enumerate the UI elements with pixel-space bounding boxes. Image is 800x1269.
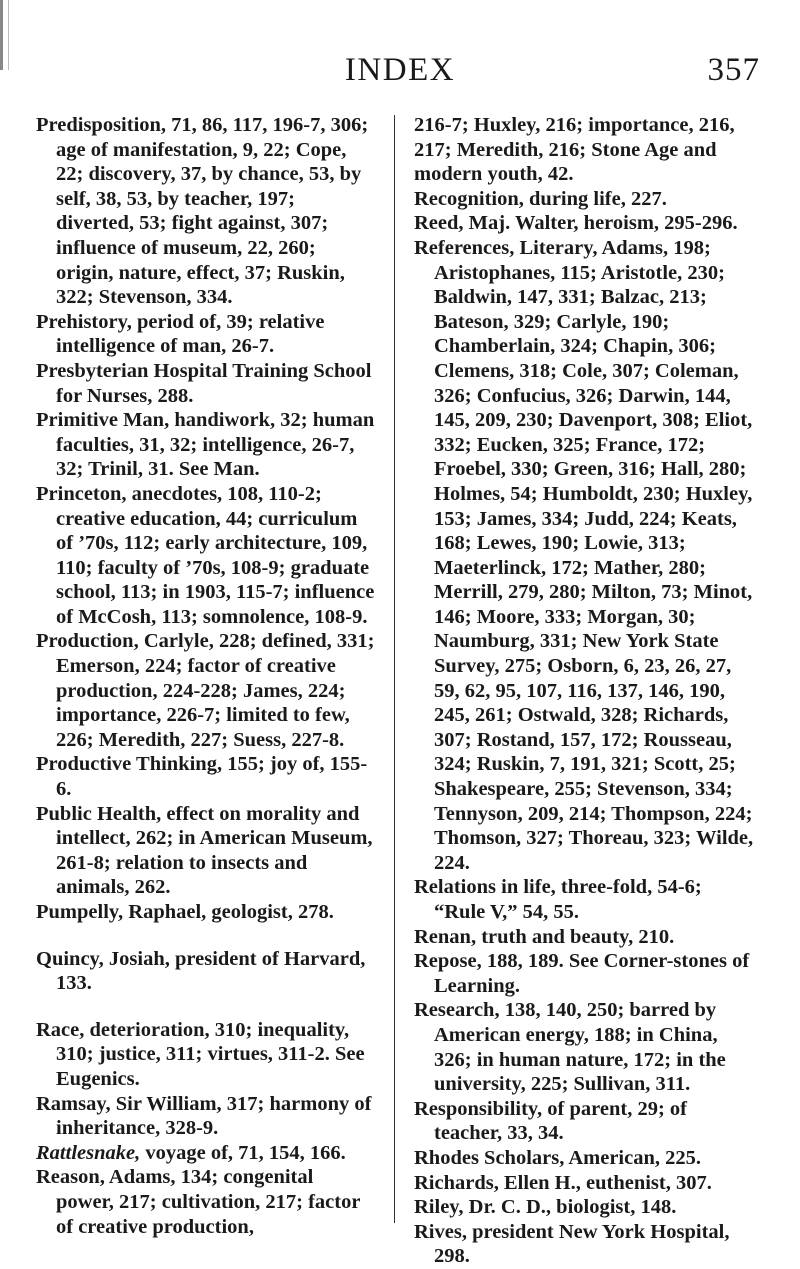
index-entry-text: Productive Thinking, 155; joy of, 155-6. bbox=[36, 753, 368, 801]
index-entry bbox=[36, 752, 376, 801]
index-entry-text: Renan, truth and beauty, 210. bbox=[414, 925, 675, 948]
index-entry bbox=[414, 925, 754, 950]
index-entry bbox=[36, 482, 376, 630]
index-entry bbox=[414, 998, 754, 1096]
index-entry-text: Responsibility, of parent, 29; of teacher, 33, 34. bbox=[414, 1097, 687, 1145]
index-entry-text: Predisposition, 71, 86, 117, 196-7, 306; age of manifestation, 9, 22; Cope, 22; discovery, 37, by chance, 53, by self, 38, 53, by teacher, 197; diverted, 53; fight against, 307; influence of museum, 22, 260; origin, nature, effect, 37; Ruskin, 322; Stevenson, 334. bbox=[36, 114, 369, 309]
index-entry bbox=[414, 1195, 754, 1220]
index-entry-text: Research, 138, 140, 250; barred by American energy, 188; in China, 326; in human nature, 172; in the university, 225; Sullivan, 311. bbox=[414, 999, 726, 1096]
page-header bbox=[40, 52, 760, 102]
index-entry-text: Reason, Adams, 134; congenital power, 217; cultivation, 217; factor of creative production, bbox=[36, 1166, 361, 1238]
index-entry-text: Race, deterioration, 310; inequality, 310; justice, 311; virtues, 311-2. See Eugenics. bbox=[36, 1018, 365, 1090]
index-entry bbox=[414, 875, 754, 924]
index-entry-text: Riley, Dr. C. D., biologist, 148. bbox=[414, 1196, 677, 1219]
section-gap bbox=[36, 925, 376, 947]
index-entry-text: Ramsay, Sir William, 317; harmony of inheritance, 328-9. bbox=[36, 1092, 372, 1140]
index-entry bbox=[36, 1092, 376, 1141]
index-entry-text: Presbyterian Hospital Training School for Nurses, 288. bbox=[36, 359, 372, 407]
index-entry bbox=[414, 949, 754, 998]
index-entry-text: Production, Carlyle, 228; defined, 331; Emerson, 224; factor of creative production, 224-228; James, 224; importance, 226-7; limited to few, 226; Meredith, 227; Suess, 227-8. bbox=[36, 630, 375, 751]
index-entry-text: Quincy, Josiah, president of Harvard, 133. bbox=[36, 947, 366, 995]
index-entry bbox=[36, 1141, 376, 1166]
page-edge bbox=[0, 0, 10, 70]
left-column bbox=[36, 113, 376, 1239]
index-entry bbox=[36, 1165, 376, 1239]
index-entry bbox=[36, 359, 376, 408]
index-entry bbox=[414, 236, 754, 875]
page-title: INDEX bbox=[344, 52, 456, 88]
index-entry bbox=[414, 187, 754, 212]
index-entry bbox=[36, 113, 376, 310]
index-entry-text: Public Health, effect on morality and intellect, 262; in American Museum, 261-8; relation to insects and animals, 262. bbox=[36, 802, 373, 899]
index-entry bbox=[36, 310, 376, 359]
index-entry bbox=[36, 408, 376, 482]
index-entry-text: Richards, Ellen H., euthenist, 307. bbox=[414, 1171, 712, 1194]
page-number: 357 bbox=[707, 52, 760, 88]
index-entry bbox=[414, 211, 754, 236]
index-entry-text: Repose, 188, 189. See Corner-stones of Learning. bbox=[414, 950, 750, 997]
index-entry bbox=[36, 1018, 376, 1092]
index-entry-text: Rhodes Scholars, American, 225. bbox=[414, 1146, 701, 1169]
index-entry bbox=[414, 1220, 754, 1269]
index-entry bbox=[414, 1146, 754, 1171]
index-entry-text: 216-7; Huxley, 216; importance, 216, 217; Meredith, 216; Stone Age and modern youth, 42. bbox=[414, 114, 735, 186]
index-entry-text: Prehistory, period of, 39; relative intelligence of man, 26-7. bbox=[36, 310, 325, 358]
index-entry-text: Pumpelly, Raphael, geologist, 278. bbox=[36, 901, 334, 923]
index-entry-text: References, Literary, Adams, 198; Aristophanes, 115; Aristotle, 230; Baldwin, 147, 331; Balzac, 213; Bateson, 329; Carlyle, 190; Chamberlain, 324; Chapin, 306; Clemens, 318; Cole, 307; Coleman, 326; Confucius, 326; Darwin, 144, 145, 209, 230; Davenport, 308; Eliot, 332; Eucken, 325; France, 172; Froebel, 330; Green, 316; Hall, 280; Holmes, 54; Humboldt, 230; Huxley, 153; James, 334; Judd, 224; Keats, 168; Lewes, 190; Lowie, 313; Maeterlinck, 172; Mather, 280; Merrill, 279, 280; Milton, 73; Minot, 146; Moore, 333; Morgan, 30; Naumburg, 331; New York State Survey, 275; Osborn, 6, 23, 26, 27, 59, 62, 95, 107, 116, 137, 146, 190, 245, 261; Ostwald, 328; Richards, 307; Rostand, 157, 172; Rousseau, 324; Ruskin, 7, 191, 321; Scott, 25; Shakespeare, 255; Stevenson, 334; Tennyson, 209, 214; Thompson, 224; Thomson, 327; Thoreau, 323; Wilde, 224. bbox=[414, 236, 754, 874]
index-entry-text: Rives, president New York Hospital, 298. bbox=[414, 1220, 730, 1268]
index-entry-text: Relations in life, three-fold, 54-6; “Rule V,” 54, 55. bbox=[414, 876, 702, 923]
index-entry-text: voyage of, 71, 154, 166. bbox=[140, 1141, 346, 1164]
index-entry-text: Reed, Maj. Walter, heroism, 295-296. bbox=[414, 212, 738, 235]
index-entry bbox=[414, 1171, 754, 1196]
section-gap bbox=[36, 996, 376, 1018]
index-columns bbox=[36, 113, 776, 1268]
index-entry-text: Primitive Man, handiwork, 32; human faculties, 31, 32; intelligence, 26-7, 32; Trinil, 31. See Man. bbox=[36, 409, 375, 481]
index-entry bbox=[414, 1097, 754, 1146]
column-divider bbox=[394, 115, 395, 1223]
index-entry bbox=[414, 113, 754, 187]
index-entry-italic-term: Rattlesnake, bbox=[36, 1141, 141, 1164]
index-entry bbox=[36, 802, 376, 900]
index-entry-text: Princeton, anecdotes, 108, 110-2; creative education, 44; curriculum of ’70s, 112; early architecture, 109, 110; faculty of ’70s, 108-9; graduate school, 113; in 1903, 115-7; influence of McCosh, 113; somnolence, 108-9. bbox=[36, 482, 375, 628]
index-entry-text: Recognition, during life, 227. bbox=[414, 187, 667, 210]
right-column bbox=[414, 113, 754, 1269]
index-entry bbox=[36, 947, 376, 996]
index-entry bbox=[36, 629, 376, 752]
index-entry bbox=[36, 900, 376, 925]
